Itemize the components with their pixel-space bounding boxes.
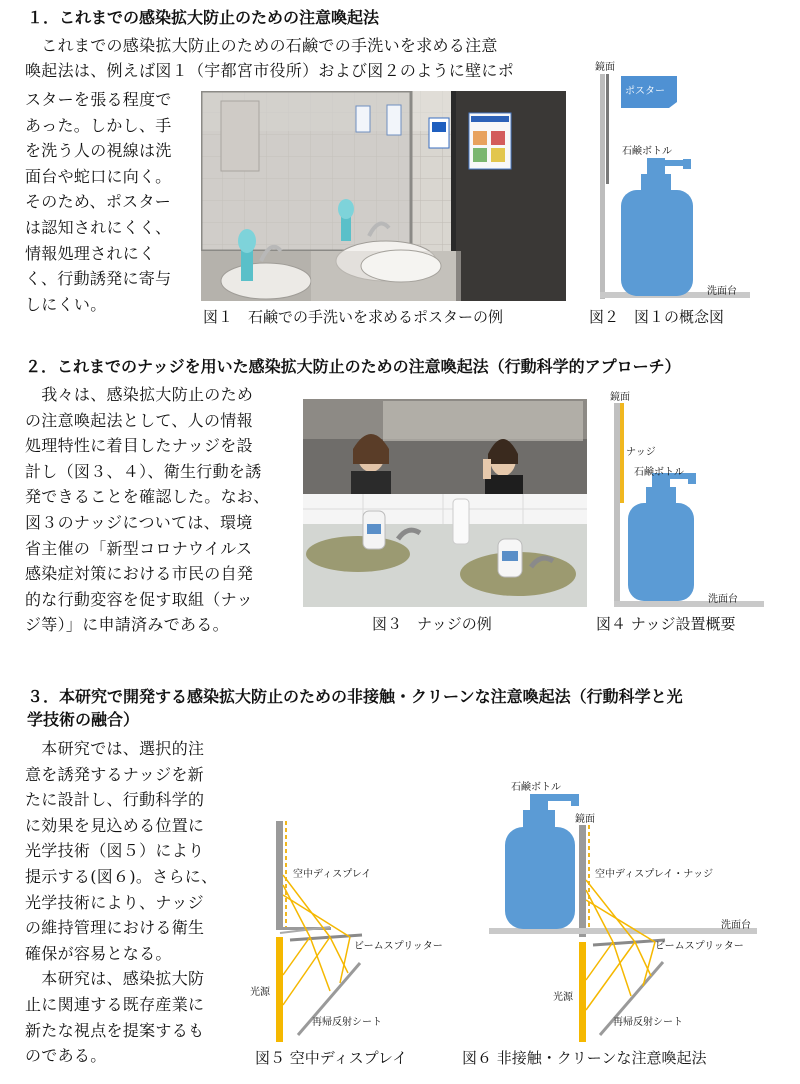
text-line: 計し（図３、４）、衛生行動を誘 — [25, 461, 262, 481]
beam-splitter — [290, 935, 362, 940]
fig2-caption: 図２ 図１の概念図 — [589, 308, 725, 326]
section3-heading-line1: ３．本研究で開発する感染拡大防止のための非接触・クリーンな注意喚起法（行動科学と光 — [27, 687, 683, 706]
text-line: 意を誘発するナッジを新 — [25, 764, 204, 784]
text-line: 処理特性に着目したナッジを設 — [25, 436, 253, 456]
text-line: たに設計し、行動科学的 — [25, 790, 205, 810]
fig5-diagram — [250, 815, 460, 1045]
text-line: に効果を見込める位置に — [25, 815, 205, 835]
label-aerial-nudge: 空中ディスプレイ・ナッジ — [595, 869, 714, 880]
mirror-bar — [614, 403, 620, 603]
label-bottle: 石鹸ボトル — [634, 467, 684, 478]
section2-body — [25, 382, 285, 638]
bottle-body — [628, 503, 694, 601]
text-line: の維持管理における衛生 — [25, 918, 205, 938]
fig3-caption: 図３ ナッジの例 — [372, 615, 492, 633]
text-line: 確保が容易となる。 — [25, 943, 172, 963]
fig1-caption: 図１ 石鹸での手洗いを求めるポスターの例 — [203, 308, 504, 326]
label-poster: ポスター — [625, 86, 665, 97]
text-line: 止に関連する既存産業に — [25, 994, 205, 1014]
section3-body — [25, 736, 240, 1069]
text-line: 喚起法は、例えば図１（宇都宮市役所）および図２のように壁にポ — [25, 61, 515, 80]
text-line: 提示する(図６)。さらに、 — [25, 866, 218, 886]
fig4-diagram — [598, 385, 778, 610]
label-sink: 洗面台 — [708, 594, 738, 605]
text-line: スターを張る程度で — [25, 90, 172, 109]
text-line: しにくい。 — [25, 294, 107, 314]
text-line: 感染症対策における市民の自発 — [25, 564, 254, 584]
text-line: 光学技術により、ナッジ — [25, 892, 204, 912]
nudge-strip — [620, 403, 624, 503]
bottle-body — [621, 190, 693, 296]
light-source — [579, 942, 586, 1042]
fig1-photo — [201, 91, 566, 301]
text-line: 光学技術（図５）により — [25, 841, 205, 861]
fig4-caption: 図４ ナッジ設置概要 — [596, 615, 736, 633]
label-light-source: 光源 — [250, 987, 270, 998]
text-line: 情報処理されにく — [25, 243, 156, 263]
mirror-bar — [600, 74, 605, 299]
text-line: あった。しかし、手 — [25, 115, 172, 135]
fig2-diagram — [585, 52, 765, 307]
section2-heading: ２．これまでのナッジを用いた感染拡大防止のための注意喚起法（行動科学的アプローチ） — [25, 357, 681, 376]
sink-bar — [614, 601, 764, 607]
label-sink: 洗面台 — [707, 286, 737, 297]
label-sink: 洗面台 — [721, 920, 751, 931]
text-line: は認知されにくく、 — [25, 217, 172, 237]
fig6-diagram — [485, 770, 760, 1045]
label-beam-splitter: ビームスプリッター — [354, 941, 443, 952]
text-line: 的な行動変容を促す取組（ナッ — [25, 589, 253, 609]
label-bottle: 石鹸ボトル — [622, 146, 672, 157]
label-mirror: 鏡面 — [595, 62, 615, 73]
label-mirror: 鏡面 — [610, 392, 630, 403]
label-mirror: 鏡面 — [575, 814, 595, 825]
text-line: 本研究では、選択的注 — [25, 739, 205, 758]
text-line: を洗う人の視線は洗 — [25, 141, 172, 161]
label-retro-sheet: 再帰反射シート — [312, 1017, 382, 1028]
text-line: 新たな視点を提案するも — [25, 1020, 205, 1040]
text-line: 省主催の「新型コロナウイルス — [25, 538, 253, 558]
label-light-source: 光源 — [553, 992, 573, 1003]
mirror-bar — [579, 825, 586, 937]
label-nudge: ナッジ — [626, 447, 656, 458]
label-beam-splitter: ビームスプリッター — [655, 941, 744, 952]
fig5-caption: 図５ 空中ディスプレイ — [255, 1049, 408, 1067]
text-line: ジ等）」に申請済みである。 — [25, 615, 229, 635]
text-line: 発できることを確認した。なお、 — [25, 487, 270, 507]
label-bottle: 石鹸ボトル — [511, 782, 561, 793]
text-line: 本研究は、感染拡大防 — [25, 969, 205, 989]
light-source — [276, 937, 283, 1042]
text-line: 我々は、感染拡大防止のため — [25, 385, 254, 404]
fig6-caption: 図６ 非接触・クリーンな注意喚起法 — [462, 1049, 707, 1067]
section1-intro — [25, 33, 514, 83]
text-line: の注意喚起法として、人の情報 — [25, 410, 253, 430]
section1-heading: １．これまでの感染拡大防止のための注意喚起法 — [27, 8, 380, 27]
text-line: 面台や蛇口に向く。 — [25, 166, 172, 186]
text-line: これまでの感染拡大防止のための石鹸での手洗いを求める注意 — [25, 36, 498, 55]
text-line: く、行動誘発に寄与 — [25, 269, 172, 289]
bottle-body — [505, 827, 575, 929]
label-retro-sheet: 再帰反射シート — [613, 1017, 683, 1028]
display-panel — [276, 821, 283, 927]
section1-body — [25, 87, 200, 317]
text-line: そのため、ポスター — [25, 192, 172, 212]
label-aerial-display: 空中ディスプレイ — [293, 869, 372, 880]
text-line: のである。 — [25, 1046, 107, 1066]
fig3-photo — [303, 399, 587, 607]
section3-heading-line2: 学技術の融合） — [27, 710, 140, 729]
text-line: 図３のナッジについては、環境 — [25, 512, 253, 532]
